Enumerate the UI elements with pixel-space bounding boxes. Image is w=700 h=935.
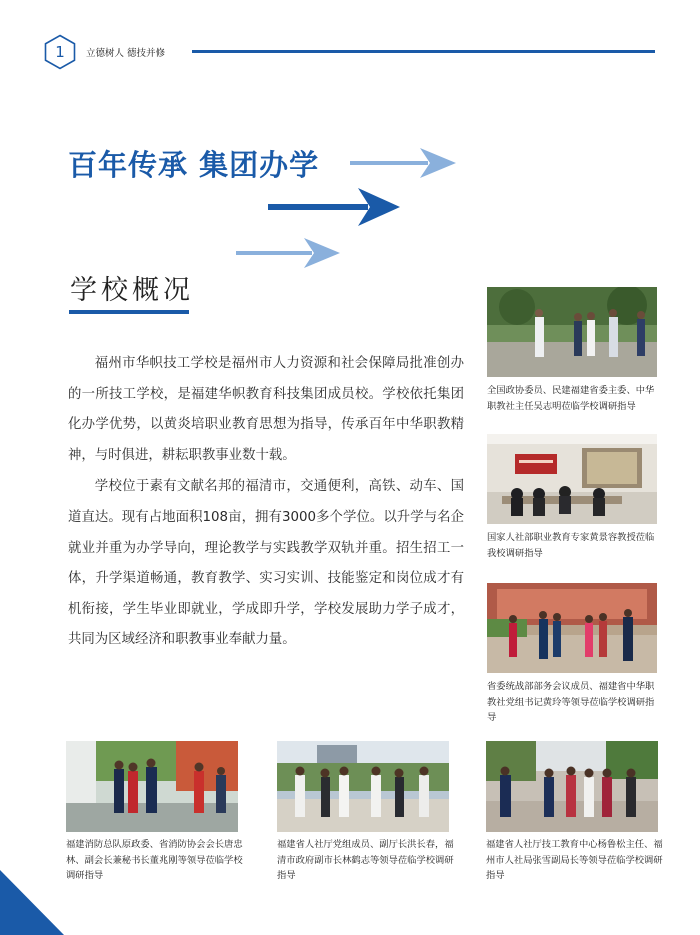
photo-visit-5 bbox=[277, 741, 449, 832]
body-text bbox=[68, 349, 464, 657]
header-rule bbox=[192, 50, 655, 53]
body-paragraph: 学校位于素有文献名邦的福清市，交通便利，高铁、动车、国道直达。现有占地面积108亩，拥有3000多个学位。以升学与名企就业并重为办学导向，理论教学与实践教学双轨并重。招生招工一体，升学渠道畅通，教育教学、实习实训、技能鉴定和岗位成才有机衔接，学生毕业即就业，学成即升学，学校发展助力学子成才，共同为区域经济和职教事业奉献力量。 bbox=[68, 479, 464, 648]
page-number-badge bbox=[42, 34, 78, 70]
photo-visit-4 bbox=[66, 741, 238, 832]
photo-caption: 全国政协委员、民建福建省委主委、中华职教社主任吴志明莅临学校调研指导 bbox=[487, 385, 655, 412]
corner-triangle-decoration bbox=[0, 870, 64, 935]
section-underline bbox=[69, 310, 189, 314]
header-tagline: 立德树人 德技并修 bbox=[86, 48, 166, 59]
photo-caption: 国家人社部职业教育专家黄景容教授莅临我校调研指导 bbox=[487, 532, 655, 559]
section-title: 学校概况 bbox=[70, 275, 194, 306]
body-paragraph: 福州市华帜技工学校是福州市人力资源和社会保障局批准创办的一所技工学校，是福建华帜教育科技集团成员校。学校依托集团化办学优势，以黄炎培职业教育思想为指导，传承百年中华职教精神，与时俱进，耕耘职教事业数十载。 bbox=[68, 356, 464, 463]
light-arrow-icon bbox=[236, 237, 342, 269]
dark-arrow-icon bbox=[268, 187, 402, 227]
main-title: 百年传承 集团办学 bbox=[68, 148, 320, 182]
page-header bbox=[42, 34, 622, 70]
photo-caption: 福建省人社厅技工教育中心杨鲁松主任、福州市人社局张雪副局长等领导莅临学校调研指导 bbox=[486, 839, 663, 881]
page-number: 1 bbox=[55, 43, 65, 61]
photo-caption: 福建消防总队原政委、省消防协会会长唐忠林、副会长兼秘书长董兆刚等领导莅临学校调研指导 bbox=[66, 839, 243, 881]
photo-visit-6 bbox=[486, 741, 658, 832]
photo-visit-1 bbox=[487, 287, 657, 377]
photo-caption: 省委统战部部务会议成员、福建省中华职教社党组书记黄玲等领导莅临学校调研指导 bbox=[487, 681, 655, 723]
photo-visit-3 bbox=[487, 583, 657, 673]
light-arrow-icon bbox=[350, 146, 458, 180]
photo-visit-2 bbox=[487, 434, 657, 524]
photo-caption: 福建省人社厅党组成员、副厅长洪长春，福清市政府副市长林鹤志等领导莅临学校调研指导 bbox=[277, 839, 454, 881]
